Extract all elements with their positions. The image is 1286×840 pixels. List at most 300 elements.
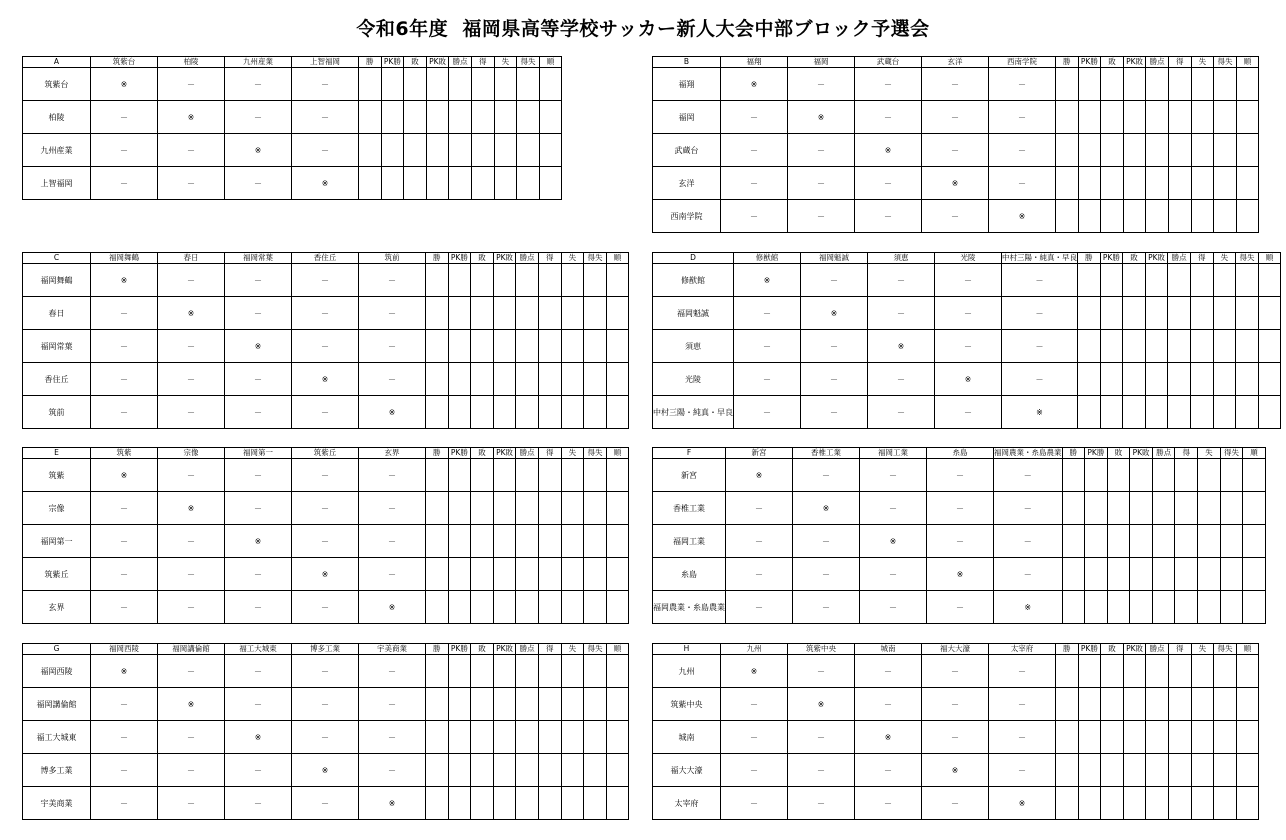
stat-cell bbox=[1146, 655, 1169, 688]
result-cell: － bbox=[927, 525, 994, 558]
stat-cell bbox=[1191, 68, 1214, 101]
team-row bbox=[23, 655, 629, 688]
team-row bbox=[23, 591, 629, 624]
stat-cell bbox=[1123, 200, 1146, 233]
stat-header: PK敗 bbox=[493, 253, 516, 264]
stat-cell bbox=[1152, 459, 1175, 492]
stat-cell bbox=[1101, 787, 1124, 820]
result-cell: － bbox=[994, 492, 1063, 525]
stat-cell bbox=[426, 101, 449, 134]
stat-cell bbox=[606, 363, 629, 396]
row-team-name: 福岡農業・糸島農業 bbox=[653, 591, 726, 624]
stat-cell bbox=[1130, 558, 1153, 591]
stat-cell bbox=[359, 167, 382, 200]
self-match-cell: ※ bbox=[721, 655, 788, 688]
stat-cell bbox=[1085, 525, 1108, 558]
stat-header: 敗 bbox=[1107, 448, 1130, 459]
stat-cell bbox=[539, 101, 562, 134]
team-row bbox=[653, 330, 1281, 363]
result-cell: － bbox=[989, 754, 1056, 787]
stat-cell bbox=[448, 459, 471, 492]
stat-cell bbox=[606, 558, 629, 591]
stat-cell bbox=[538, 787, 561, 820]
result-cell: － bbox=[855, 688, 922, 721]
group-label: G bbox=[23, 644, 91, 655]
stat-cell bbox=[1236, 134, 1259, 167]
self-match-cell: ※ bbox=[1002, 396, 1078, 429]
row-team-name: 宇美商業 bbox=[23, 787, 91, 820]
result-cell: － bbox=[788, 200, 855, 233]
stat-cell bbox=[426, 688, 449, 721]
stat-cell bbox=[561, 655, 584, 688]
stat-cell bbox=[1191, 787, 1214, 820]
stat-cell bbox=[1168, 68, 1191, 101]
stat-cell bbox=[516, 264, 539, 297]
result-cell: － bbox=[721, 787, 788, 820]
self-match-cell: ※ bbox=[935, 363, 1002, 396]
result-cell: － bbox=[927, 492, 994, 525]
row-team-name: 香椎工業 bbox=[653, 492, 726, 525]
stat-cell bbox=[584, 459, 607, 492]
stat-cell bbox=[584, 655, 607, 688]
row-team-name: 城南 bbox=[653, 721, 721, 754]
stat-cell bbox=[426, 297, 449, 330]
stat-cell bbox=[493, 330, 516, 363]
group-table-d bbox=[652, 252, 1281, 429]
stat-cell bbox=[1078, 167, 1101, 200]
team-row bbox=[653, 363, 1281, 396]
result-cell: － bbox=[158, 396, 225, 429]
stat-cell bbox=[516, 459, 539, 492]
stat-cell bbox=[606, 264, 629, 297]
self-match-cell: ※ bbox=[927, 558, 994, 591]
stat-cell bbox=[1236, 68, 1259, 101]
stat-cell bbox=[1191, 200, 1214, 233]
result-cell: － bbox=[158, 591, 225, 624]
stat-cell bbox=[1107, 525, 1130, 558]
self-match-cell: ※ bbox=[734, 264, 801, 297]
stat-cell bbox=[471, 396, 494, 429]
result-cell: － bbox=[359, 525, 426, 558]
result-cell: － bbox=[359, 264, 426, 297]
self-match-cell: ※ bbox=[855, 134, 922, 167]
self-match-cell: ※ bbox=[359, 396, 426, 429]
result-cell: － bbox=[91, 134, 158, 167]
result-cell: － bbox=[922, 200, 989, 233]
stat-cell bbox=[606, 591, 629, 624]
stat-header: 得失 bbox=[1236, 253, 1259, 264]
result-cell: － bbox=[927, 459, 994, 492]
group-label: B bbox=[653, 57, 721, 68]
self-match-cell: ※ bbox=[989, 200, 1056, 233]
team-row bbox=[653, 68, 1259, 101]
stat-cell bbox=[606, 721, 629, 754]
stat-cell bbox=[1152, 558, 1175, 591]
self-match-cell: ※ bbox=[225, 330, 292, 363]
column-team-header: 福岡 bbox=[788, 57, 855, 68]
stat-cell bbox=[606, 754, 629, 787]
team-row bbox=[653, 459, 1266, 492]
self-match-cell: ※ bbox=[922, 167, 989, 200]
row-team-name: 宗像 bbox=[23, 492, 91, 525]
row-team-name: 福岡舞鶴 bbox=[23, 264, 91, 297]
stat-cell bbox=[1168, 754, 1191, 787]
stat-cell bbox=[381, 167, 404, 200]
result-cell: － bbox=[158, 787, 225, 820]
stat-header: 得 bbox=[1175, 448, 1198, 459]
result-cell: － bbox=[734, 297, 801, 330]
stat-header: 失 bbox=[494, 57, 517, 68]
stat-cell bbox=[1168, 688, 1191, 721]
stat-cell bbox=[1078, 297, 1101, 330]
stat-header: 得 bbox=[538, 253, 561, 264]
row-team-name: 筑前 bbox=[23, 396, 91, 429]
self-match-cell: ※ bbox=[989, 787, 1056, 820]
stat-header: 得失 bbox=[584, 644, 607, 655]
result-cell: － bbox=[922, 134, 989, 167]
row-team-name: 福岡工業 bbox=[653, 525, 726, 558]
self-match-cell: ※ bbox=[359, 787, 426, 820]
result-cell: － bbox=[793, 525, 860, 558]
stat-header: 得失 bbox=[1214, 57, 1237, 68]
team-row bbox=[653, 558, 1266, 591]
stat-header: 順 bbox=[1236, 644, 1259, 655]
stat-cell bbox=[1100, 297, 1123, 330]
stat-cell bbox=[561, 330, 584, 363]
result-cell: － bbox=[935, 330, 1002, 363]
stat-header: PK勝 bbox=[448, 644, 471, 655]
result-cell: － bbox=[292, 688, 359, 721]
column-team-header: 九州産業 bbox=[225, 57, 292, 68]
stat-cell bbox=[516, 492, 539, 525]
team-row bbox=[23, 134, 562, 167]
stat-cell bbox=[1152, 525, 1175, 558]
stat-cell bbox=[448, 363, 471, 396]
stat-cell bbox=[584, 525, 607, 558]
result-cell: － bbox=[292, 134, 359, 167]
stat-cell bbox=[494, 134, 517, 167]
stat-cell bbox=[1152, 492, 1175, 525]
result-cell: － bbox=[788, 655, 855, 688]
stat-header: 順 bbox=[606, 448, 629, 459]
team-row bbox=[653, 101, 1259, 134]
column-team-header: 香住丘 bbox=[292, 253, 359, 264]
stat-cell bbox=[561, 688, 584, 721]
stat-cell bbox=[448, 721, 471, 754]
stat-cell bbox=[1056, 68, 1079, 101]
result-cell: － bbox=[989, 68, 1056, 101]
stat-cell bbox=[471, 297, 494, 330]
self-match-cell: ※ bbox=[860, 525, 927, 558]
stat-header: PK勝 bbox=[1078, 644, 1101, 655]
stat-header: 敗 bbox=[1123, 253, 1146, 264]
stat-cell bbox=[1101, 68, 1124, 101]
stat-header: 勝点 bbox=[1168, 253, 1191, 264]
team-row bbox=[653, 754, 1259, 787]
stat-cell bbox=[1078, 721, 1101, 754]
self-match-cell: ※ bbox=[292, 558, 359, 591]
result-cell: － bbox=[158, 363, 225, 396]
result-cell: － bbox=[91, 591, 158, 624]
stat-cell bbox=[1056, 787, 1079, 820]
stat-cell bbox=[539, 134, 562, 167]
stat-cell bbox=[1146, 721, 1169, 754]
row-team-name: 新宮 bbox=[653, 459, 726, 492]
stat-cell bbox=[1085, 492, 1108, 525]
stat-cell bbox=[1101, 134, 1124, 167]
stat-cell bbox=[1213, 363, 1236, 396]
result-cell: － bbox=[292, 492, 359, 525]
stat-cell bbox=[584, 721, 607, 754]
result-cell: － bbox=[225, 787, 292, 820]
column-team-header: 福大大濠 bbox=[922, 644, 989, 655]
self-match-cell: ※ bbox=[225, 721, 292, 754]
stat-cell bbox=[1145, 264, 1168, 297]
result-cell: － bbox=[225, 68, 292, 101]
result-cell: － bbox=[927, 591, 994, 624]
stat-cell bbox=[538, 297, 561, 330]
result-cell: － bbox=[1002, 264, 1078, 297]
stat-cell bbox=[1078, 754, 1101, 787]
result-cell: － bbox=[292, 396, 359, 429]
stat-cell bbox=[1214, 167, 1237, 200]
stat-header: 勝 bbox=[1078, 253, 1101, 264]
stat-cell bbox=[1220, 525, 1243, 558]
self-match-cell: ※ bbox=[726, 459, 793, 492]
stat-cell bbox=[426, 754, 449, 787]
stat-header: 勝 bbox=[426, 644, 449, 655]
result-cell: － bbox=[922, 688, 989, 721]
stat-cell bbox=[1198, 459, 1221, 492]
stat-cell bbox=[584, 264, 607, 297]
stat-cell bbox=[1213, 330, 1236, 363]
stat-cell bbox=[1258, 363, 1281, 396]
result-cell: － bbox=[855, 167, 922, 200]
stat-cell bbox=[493, 363, 516, 396]
result-cell: － bbox=[158, 330, 225, 363]
stat-cell bbox=[561, 363, 584, 396]
team-row bbox=[23, 167, 562, 200]
self-match-cell: ※ bbox=[292, 167, 359, 200]
stat-cell bbox=[1214, 655, 1237, 688]
stat-header: 敗 bbox=[1101, 644, 1124, 655]
column-team-header: 新宮 bbox=[726, 448, 793, 459]
result-cell: － bbox=[1002, 297, 1078, 330]
stat-cell bbox=[471, 591, 494, 624]
result-cell: － bbox=[726, 492, 793, 525]
stat-header: 勝点 bbox=[516, 448, 539, 459]
stat-cell bbox=[517, 68, 540, 101]
team-row bbox=[653, 134, 1259, 167]
stat-cell bbox=[471, 68, 494, 101]
stat-cell bbox=[538, 688, 561, 721]
stat-cell bbox=[1146, 68, 1169, 101]
stat-cell bbox=[584, 492, 607, 525]
stat-cell bbox=[584, 297, 607, 330]
stat-cell bbox=[426, 787, 449, 820]
result-cell: － bbox=[793, 459, 860, 492]
self-match-cell: ※ bbox=[292, 754, 359, 787]
stat-cell bbox=[1101, 167, 1124, 200]
stat-cell bbox=[517, 134, 540, 167]
stat-cell bbox=[538, 330, 561, 363]
team-row bbox=[23, 688, 629, 721]
result-cell: － bbox=[922, 68, 989, 101]
stat-cell bbox=[493, 558, 516, 591]
result-cell: － bbox=[989, 655, 1056, 688]
stat-cell bbox=[584, 688, 607, 721]
team-row bbox=[23, 787, 629, 820]
result-cell: － bbox=[359, 754, 426, 787]
result-cell: － bbox=[788, 787, 855, 820]
stat-header: 勝点 bbox=[516, 253, 539, 264]
row-team-name: 福大大濠 bbox=[653, 754, 721, 787]
stat-header: 敗 bbox=[471, 644, 494, 655]
stat-cell bbox=[606, 492, 629, 525]
self-match-cell: ※ bbox=[994, 591, 1063, 624]
stat-header: 勝点 bbox=[449, 57, 472, 68]
stat-cell bbox=[1130, 492, 1153, 525]
stat-header: 得 bbox=[471, 57, 494, 68]
stat-cell bbox=[1236, 787, 1259, 820]
stat-header: 失 bbox=[1191, 57, 1214, 68]
stat-cell bbox=[426, 396, 449, 429]
row-team-name: 福岡 bbox=[653, 101, 721, 134]
stat-header: 得失 bbox=[584, 448, 607, 459]
group-table-a bbox=[22, 56, 562, 200]
group-label: C bbox=[23, 253, 91, 264]
stat-header: 順 bbox=[1243, 448, 1266, 459]
stat-header: PK勝 bbox=[448, 448, 471, 459]
stat-cell bbox=[1146, 754, 1169, 787]
result-cell: － bbox=[855, 754, 922, 787]
stat-cell bbox=[1243, 492, 1266, 525]
team-row bbox=[23, 754, 629, 787]
stat-cell bbox=[1190, 297, 1213, 330]
stat-cell bbox=[1078, 655, 1101, 688]
stat-cell bbox=[1101, 655, 1124, 688]
stat-cell bbox=[1168, 396, 1191, 429]
result-cell: － bbox=[868, 396, 935, 429]
team-row bbox=[23, 264, 629, 297]
result-cell: － bbox=[158, 68, 225, 101]
stat-cell bbox=[426, 167, 449, 200]
result-cell: － bbox=[922, 721, 989, 754]
column-team-header: 宇美商業 bbox=[359, 644, 426, 655]
stat-cell bbox=[471, 492, 494, 525]
self-match-cell: ※ bbox=[158, 297, 225, 330]
stat-cell bbox=[1062, 591, 1085, 624]
stat-cell bbox=[1130, 525, 1153, 558]
result-cell: － bbox=[855, 101, 922, 134]
stat-cell bbox=[1101, 754, 1124, 787]
result-cell: － bbox=[788, 754, 855, 787]
result-cell: － bbox=[868, 363, 935, 396]
stat-cell bbox=[1168, 200, 1191, 233]
stat-cell bbox=[448, 754, 471, 787]
result-cell: － bbox=[158, 167, 225, 200]
stat-cell bbox=[1130, 459, 1153, 492]
row-team-name: 玄界 bbox=[23, 591, 91, 624]
stat-cell bbox=[448, 297, 471, 330]
stat-header: 敗 bbox=[471, 253, 494, 264]
result-cell: － bbox=[989, 167, 1056, 200]
stat-header: 失 bbox=[1191, 644, 1214, 655]
stat-cell bbox=[471, 363, 494, 396]
header-row bbox=[23, 57, 562, 68]
result-cell: － bbox=[91, 787, 158, 820]
stat-header: PK勝 bbox=[1100, 253, 1123, 264]
result-cell: － bbox=[158, 134, 225, 167]
stat-cell bbox=[1220, 591, 1243, 624]
result-cell: － bbox=[788, 721, 855, 754]
stat-cell bbox=[1123, 721, 1146, 754]
result-cell: － bbox=[989, 721, 1056, 754]
stat-cell bbox=[584, 363, 607, 396]
stat-cell bbox=[1056, 655, 1079, 688]
stat-cell bbox=[1175, 591, 1198, 624]
team-row bbox=[23, 297, 629, 330]
self-match-cell: ※ bbox=[855, 721, 922, 754]
result-cell: － bbox=[359, 688, 426, 721]
result-cell: － bbox=[292, 101, 359, 134]
stat-cell bbox=[516, 787, 539, 820]
self-match-cell: ※ bbox=[292, 363, 359, 396]
stat-cell bbox=[1056, 200, 1079, 233]
self-match-cell: ※ bbox=[922, 754, 989, 787]
column-team-header: 糸島 bbox=[927, 448, 994, 459]
stat-cell bbox=[538, 591, 561, 624]
stat-header: PK勝 bbox=[1078, 57, 1101, 68]
result-cell: － bbox=[801, 396, 868, 429]
result-cell: － bbox=[292, 721, 359, 754]
stat-cell bbox=[516, 721, 539, 754]
result-cell: － bbox=[868, 297, 935, 330]
stat-cell bbox=[449, 68, 472, 101]
self-match-cell: ※ bbox=[721, 68, 788, 101]
stat-header: 失 bbox=[561, 448, 584, 459]
stat-cell bbox=[1168, 655, 1191, 688]
stat-cell bbox=[517, 167, 540, 200]
stat-header: PK敗 bbox=[426, 57, 449, 68]
stat-header: PK敗 bbox=[1123, 644, 1146, 655]
result-cell: － bbox=[989, 101, 1056, 134]
stat-cell bbox=[404, 101, 427, 134]
stat-cell bbox=[493, 721, 516, 754]
column-team-header: 上智福岡 bbox=[292, 57, 359, 68]
result-cell: － bbox=[91, 330, 158, 363]
stat-header: 失 bbox=[561, 644, 584, 655]
column-team-header: 福岡魁誠 bbox=[801, 253, 868, 264]
stat-cell bbox=[1107, 558, 1130, 591]
stat-cell bbox=[516, 363, 539, 396]
stat-cell bbox=[1191, 754, 1214, 787]
column-team-header: 九州 bbox=[721, 644, 788, 655]
stat-cell bbox=[1213, 297, 1236, 330]
team-row bbox=[653, 787, 1259, 820]
stat-cell bbox=[1146, 787, 1169, 820]
stat-cell bbox=[1123, 264, 1146, 297]
result-cell: － bbox=[860, 492, 927, 525]
header-row bbox=[653, 57, 1259, 68]
stat-cell bbox=[493, 787, 516, 820]
stat-header: 勝 bbox=[1062, 448, 1085, 459]
stat-cell bbox=[1213, 264, 1236, 297]
stat-header: 勝 bbox=[1056, 644, 1079, 655]
stat-cell bbox=[471, 264, 494, 297]
result-cell: － bbox=[359, 558, 426, 591]
stat-header: 得失 bbox=[1214, 644, 1237, 655]
